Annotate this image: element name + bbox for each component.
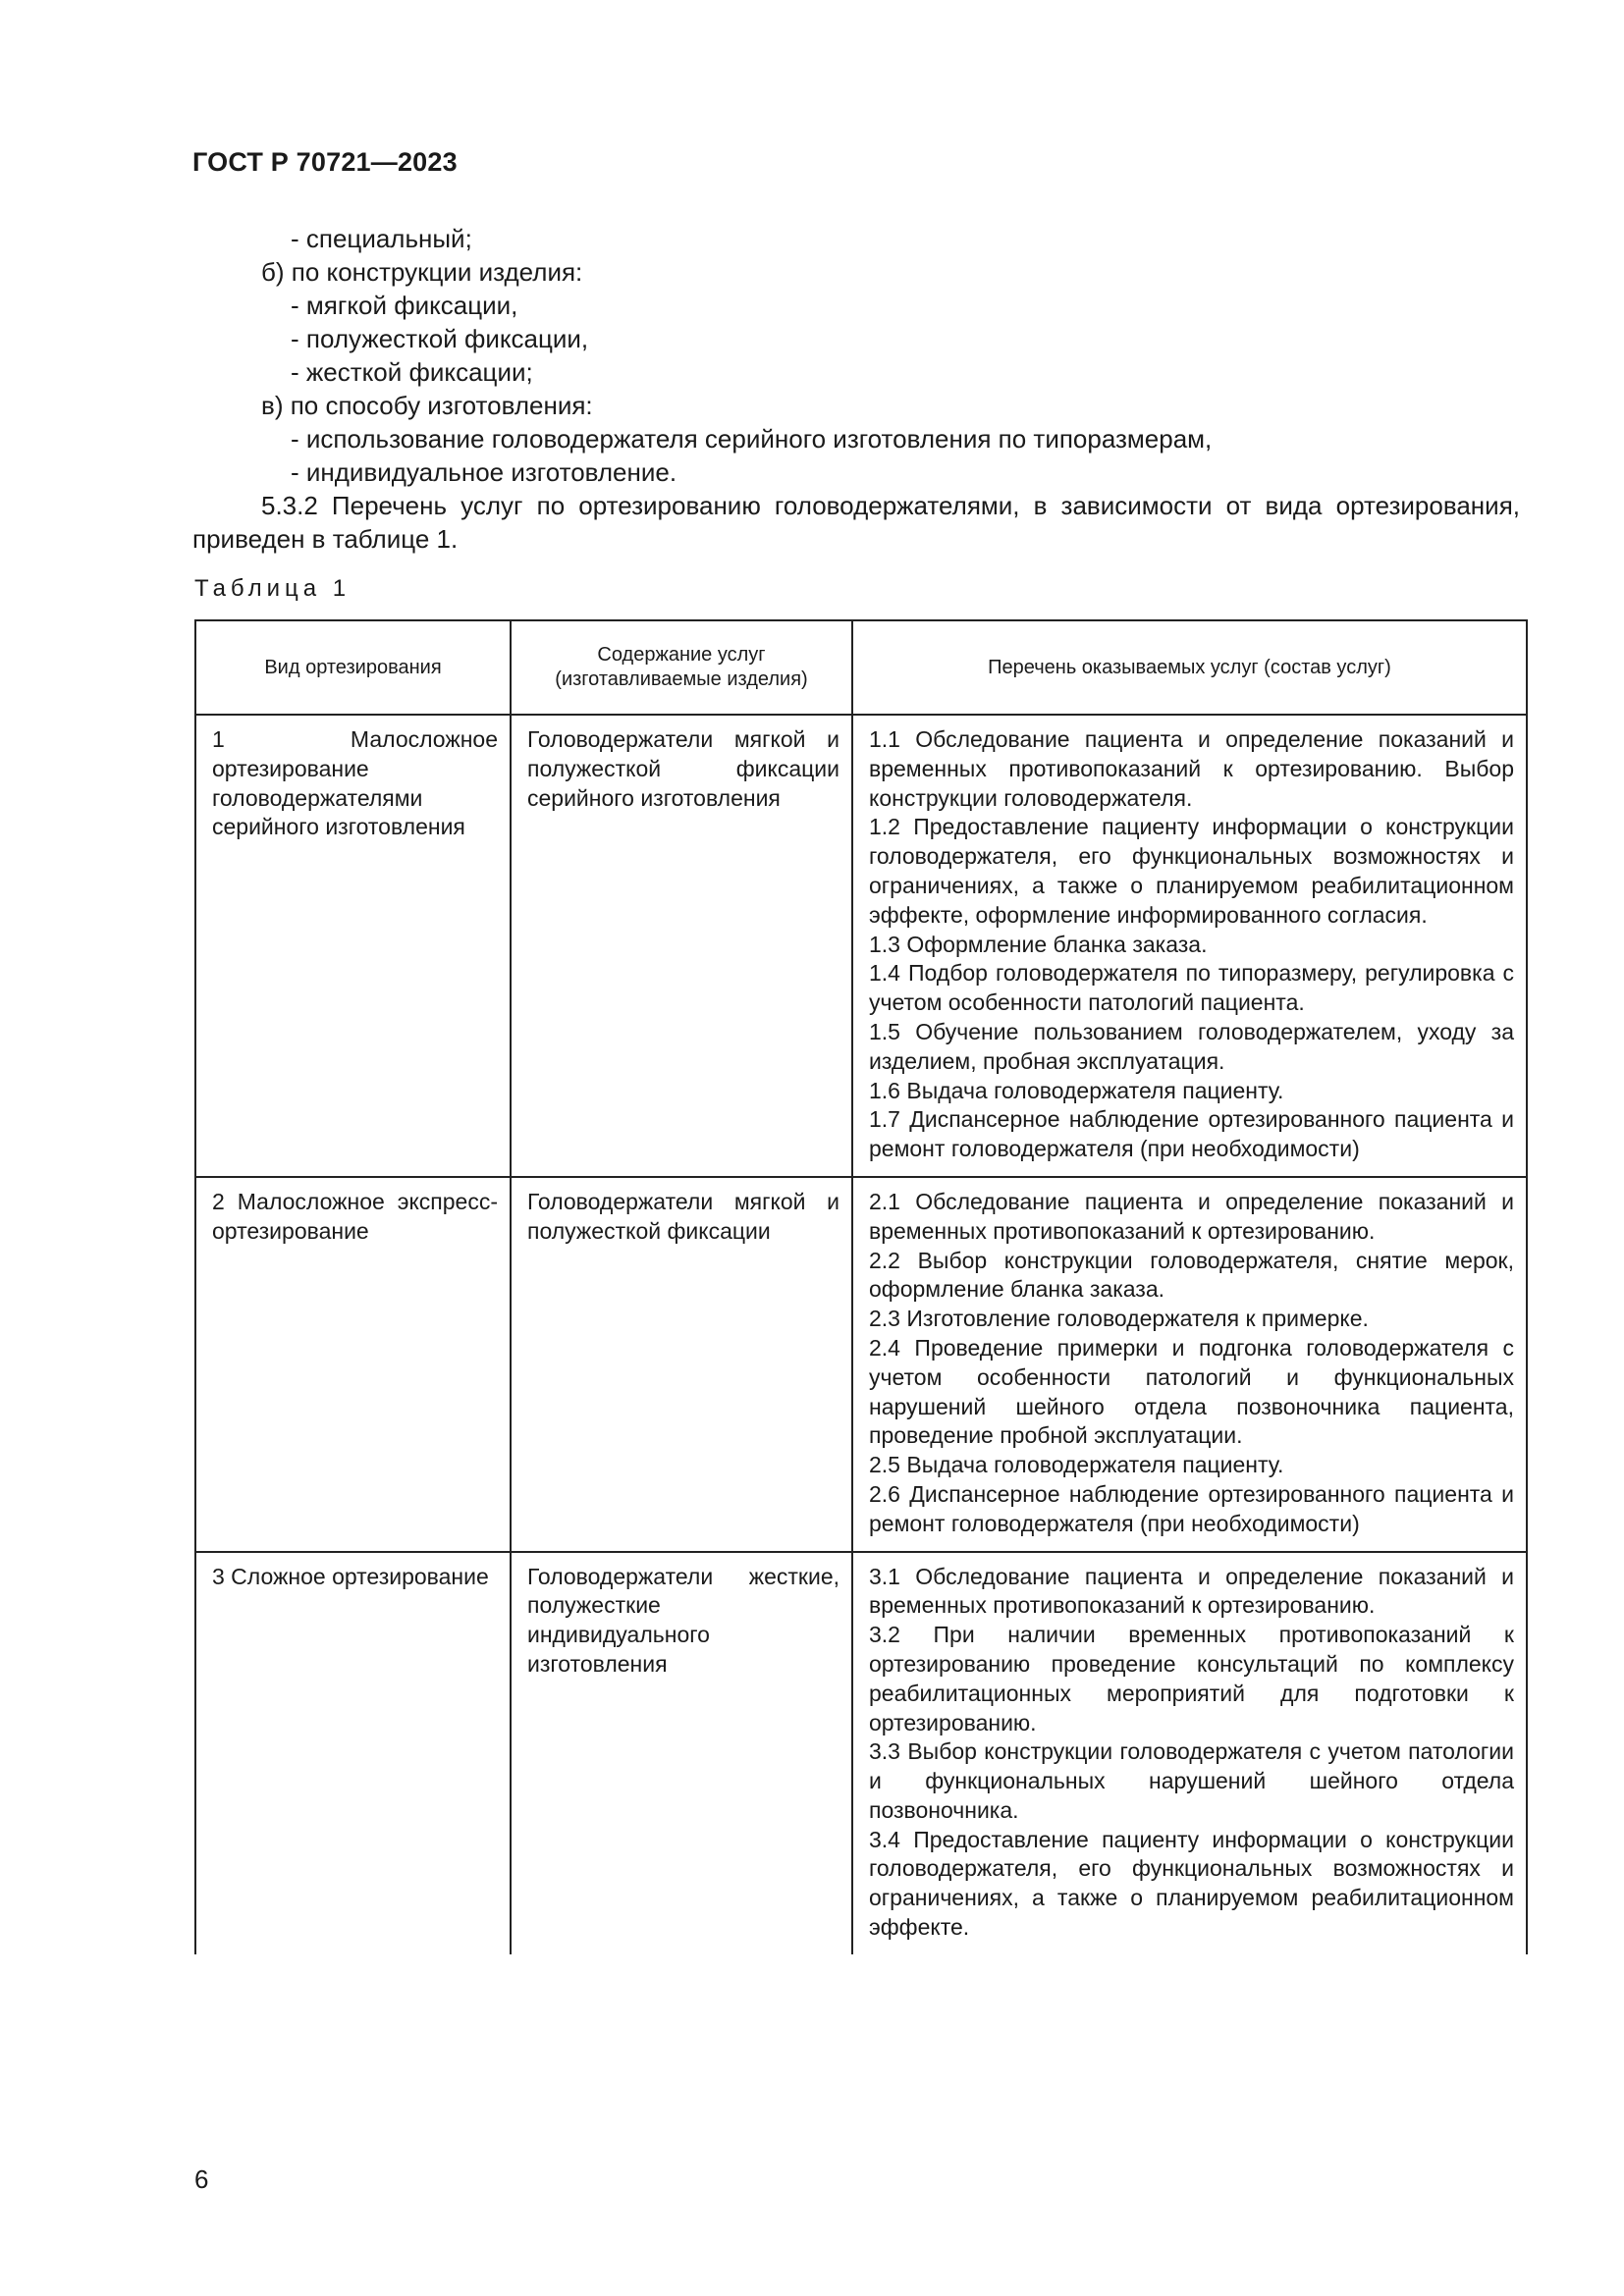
list-item: б) по конструкции изделия: (261, 257, 583, 287)
service-item: 1.6 Выдача головодержателя пациенту. (869, 1077, 1284, 1103)
page-number: 6 (194, 2164, 209, 2194)
service-item: 1.7 Диспансерное наблюдение ортезированного пациента и ремонт головодержателя (при необходимости) (869, 1106, 1514, 1162)
service-item: 3.3 Выбор конструкции головодержателя с учетом патологии и функциональных нарушений шейного отдела позвоночника. (869, 1738, 1514, 1823)
service-item: 1.5 Обучение пользованием головодержателем, уходу за изделием, пробная эксплуатация. (869, 1018, 1514, 1074)
table-row (195, 715, 1527, 1177)
column-header-services: Перечень оказываемых услуг (состав услуг) (852, 620, 1527, 715)
list-item: - мягкой фиксации, (291, 291, 518, 320)
cell-content: Головодержатели мягкой и полужесткой фиксации серийного изготовления (511, 715, 852, 1177)
service-item: 2.6 Диспансерное наблюдение ортезированного пациента и ремонт головодержателя (при необходимости) (869, 1480, 1514, 1536)
service-item: 1.4 Подбор головодержателя по типоразмеру, регулировка с учетом особенности патологий пациента. (869, 960, 1514, 1016)
list-item: - использование головодержателя серийного изготовления по типоразмерам, (291, 424, 1213, 454)
cell-services (852, 1177, 1527, 1552)
service-item: 2.3 Изготовление головодержателя к примерке. (869, 1306, 1369, 1332)
cell-type: 1 Малосложное ортезирование головодержателями серийного изготовления (195, 715, 511, 1177)
list-item: - специальный; (291, 224, 472, 253)
cell-type: 2 Малосложное экспресс-ортезирование (195, 1177, 511, 1552)
service-item: 1.1 Обследование пациента и определение показаний и временных противопоказаний к ортезированию. Выбор конструкции головодержателя. (869, 726, 1514, 811)
services-table (194, 619, 1528, 1954)
service-item: 2.2 Выбор конструкции головодержателя, снятие мерок, оформление бланка заказа. (869, 1247, 1514, 1303)
document-header: ГОСТ Р 70721—2023 (192, 147, 458, 177)
cell-services (852, 715, 1527, 1177)
list-item: в) по способу изготовления: (261, 391, 593, 420)
service-item: 2.4 Проведение примерки и подгонка головодержателя с учетом особенности патологий и функциональных нарушений шейного отдела позвоночника пациента, проведение пробной эксплуатации. (869, 1334, 1514, 1449)
service-item: 2.5 Выдача головодержателя пациенту. (869, 1452, 1284, 1478)
service-item: 1.2 Предоставление пациенту информации о конструкции головодержателя, его функциональных возможностях и ограничениях, а также о планируемом реабилитационном эффекте, оформление информированного согласия. (869, 814, 1514, 928)
paragraph-5-3-2: 5.3.2 Перечень услуг по ортезированию головодержателями, в зависимости от вида ортезирования, приведен в таблице 1. (192, 491, 1520, 554)
table-row (195, 1552, 1527, 1954)
service-item: 3.2 При наличии временных противопоказаний к ортезированию проведение консультаций по комплексу реабилитационных мероприятий для подготовки к ортезированию. (869, 1622, 1514, 1735)
list-item: - индивидуальное изготовление. (291, 457, 677, 487)
cell-services (852, 1552, 1527, 1954)
service-item: 1.3 Оформление бланка заказа. (869, 931, 1208, 957)
column-header-type: Вид ортезирования (195, 620, 511, 715)
service-item: 2.1 Обследование пациента и определение показаний и временных противопоказаний к ортезированию. (869, 1188, 1514, 1244)
body-text (192, 222, 1520, 556)
table-caption: Таблица 1 (194, 575, 352, 602)
cell-type: 3 Сложное ортезирование (195, 1552, 511, 1954)
service-item: 3.4 Предоставление пациенту информации о конструкции головодержателя, его функциональных возможностях и ограничениях, а также о планируемом реабилитационном эффекте. (869, 1826, 1514, 1941)
list-item: - жесткой фиксации; (291, 357, 533, 387)
cell-content: Головодержатели жесткие, полужесткие индивидуального изготовления (511, 1552, 852, 1954)
service-item: 3.1 Обследование пациента и определение показаний и временных противопоказаний к ортезированию. (869, 1563, 1514, 1619)
cell-content: Головодержатели мягкой и полужесткой фиксации (511, 1177, 852, 1552)
list-item: - полужесткой фиксации, (291, 324, 589, 353)
column-header-content: Содержание услуг (изготавливаемые изделия) (511, 620, 852, 715)
table-header-row (195, 620, 1527, 715)
table-row (195, 1177, 1527, 1552)
